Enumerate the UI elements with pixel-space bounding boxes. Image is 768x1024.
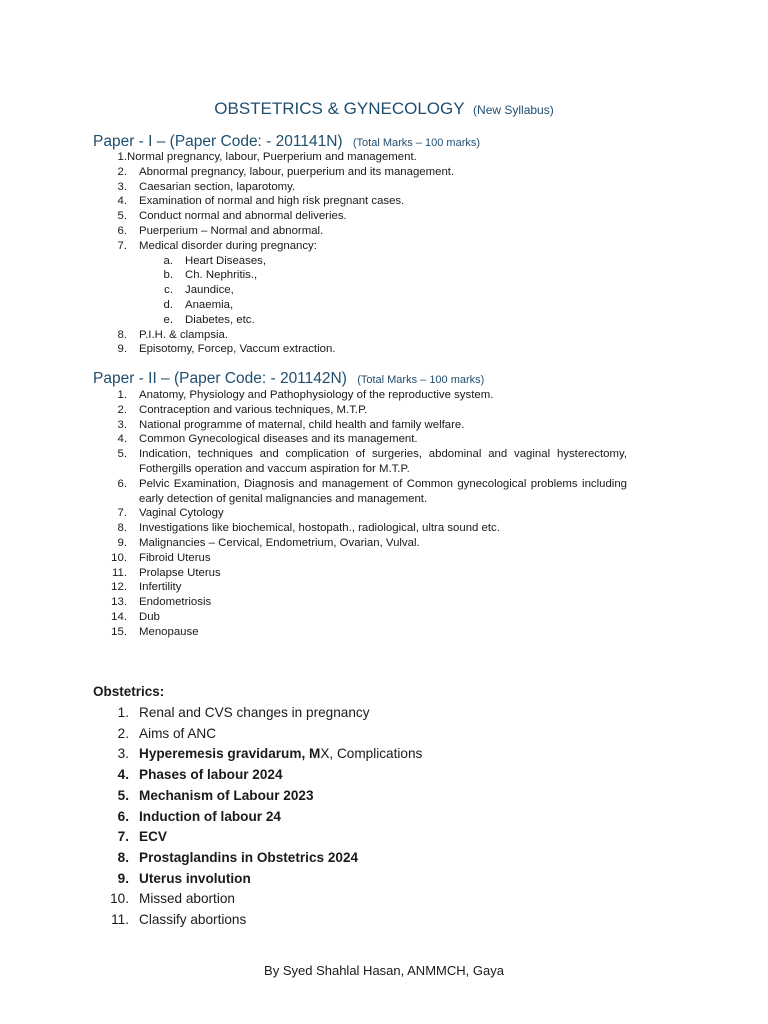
- sublist-item: [93, 298, 627, 313]
- item-text: Fibroid Uterus: [139, 551, 211, 564]
- list-item: [93, 595, 627, 610]
- list-item: [93, 910, 422, 931]
- item-number: 8.: [117, 522, 127, 535]
- paper1-sublist: [93, 254, 627, 328]
- list-item: [93, 807, 422, 828]
- paper1-heading: [93, 133, 480, 151]
- list-item: [93, 432, 627, 447]
- subitem-letter: b.: [163, 269, 173, 282]
- list-item: [93, 328, 627, 343]
- paper2-marks: (Total Marks – 100 marks): [357, 374, 485, 386]
- item-number: 6.: [117, 224, 127, 237]
- item-text: Contraception and various techniques, M.T.P.: [139, 403, 368, 416]
- item-text: Mechanism of Labour 2023: [139, 787, 314, 803]
- item-number: 4.: [117, 195, 127, 208]
- paper2-heading-text: Paper - II – (Paper Code: - 201142N): [93, 370, 347, 387]
- subitem-letter: a.: [163, 254, 173, 267]
- item-number: 5.: [117, 210, 127, 223]
- list-item: [93, 848, 422, 869]
- paper1-marks: (Total Marks – 100 marks): [352, 137, 481, 149]
- footer-credit: By Syed Shahlal Hasan, ANMMCH, Gaya: [264, 963, 504, 978]
- list-item: [93, 388, 627, 403]
- list-item: [93, 744, 422, 765]
- list-item: [93, 827, 422, 848]
- item-text-bold: Hyperemesis gravidarum, M: [139, 746, 321, 762]
- list-item: [93, 418, 627, 433]
- list-item: [93, 551, 627, 566]
- item-number: 9.: [117, 870, 129, 886]
- sublist-container: [93, 254, 627, 328]
- item-number: 4.: [117, 767, 129, 783]
- item-number: 14.: [111, 610, 127, 623]
- list-item: [93, 889, 422, 910]
- item-text: Pelvic Examination, Diagnosis and management of Common gynecological problems including early detection of genital malignancies and management.: [139, 477, 627, 505]
- item-number: 2.: [117, 165, 127, 178]
- paper2-heading: [93, 370, 484, 388]
- item-text: Prostaglandins in Obstetrics 2024: [139, 849, 359, 865]
- item-number: 3.: [117, 418, 127, 431]
- list-item: [93, 224, 627, 239]
- title-main: OBSTETRICS & GYNECOLOGY: [214, 99, 465, 118]
- item-text: Menopause: [139, 625, 199, 638]
- subitem-text: Jaundice,: [185, 284, 234, 297]
- item-number: 10.: [110, 891, 129, 907]
- subitem-text: Anaemia,: [185, 298, 234, 311]
- item-number: 10.: [111, 551, 127, 564]
- list-item: [93, 165, 627, 180]
- sublist-item: [93, 268, 627, 283]
- list-item: [93, 521, 627, 536]
- list-item: [93, 150, 627, 165]
- item-number: 7.: [117, 239, 127, 252]
- item-text: Caesarian section, laparotomy.: [139, 180, 296, 193]
- list-item: [93, 566, 627, 581]
- list-item: [93, 447, 627, 477]
- paper1-list: [93, 150, 627, 357]
- item-text: Classify abortions: [139, 912, 247, 928]
- item-text: Investigations like biochemical, hostopath., radiological, ultra sound etc.: [139, 522, 500, 535]
- item-text: Renal and CVS changes in pregnancy: [139, 705, 370, 720]
- list-item: [93, 194, 627, 209]
- item-number: 8.: [117, 849, 129, 865]
- item-text: Abnormal pregnancy, labour, puerperium and its management.: [139, 165, 455, 178]
- list-item: [93, 610, 627, 625]
- list-item: [93, 239, 627, 254]
- item-number: 15.: [111, 625, 127, 638]
- list-item: [93, 477, 627, 507]
- item-number: 7.: [117, 507, 127, 520]
- item-text: Puerperium – Normal and abnormal.: [139, 224, 324, 237]
- title-sub: (New Syllabus): [473, 103, 554, 117]
- subitem-letter: d.: [163, 298, 173, 311]
- sublist-item: [93, 283, 627, 298]
- list-item: [93, 869, 422, 890]
- item-number: 6.: [117, 808, 129, 824]
- item-number: 1.: [117, 389, 127, 401]
- item-text: National programme of maternal, child health and family welfare.: [139, 418, 465, 431]
- list-item: [93, 703, 422, 724]
- obstetrics-heading: Obstetrics:: [93, 684, 165, 699]
- item-text: Missed abortion: [139, 891, 235, 907]
- list-item: [93, 209, 627, 224]
- item-text: Vaginal Cytology: [139, 507, 224, 520]
- item-number: 1.: [117, 705, 129, 720]
- item-text-mixed: [129, 744, 422, 765]
- item-text: Anatomy, Physiology and Pathophysiology of the reproductive system.: [139, 389, 494, 401]
- sublist-item: [93, 254, 627, 269]
- item-number: 8.: [117, 328, 127, 341]
- list-item: [93, 536, 627, 551]
- list-item: [93, 580, 627, 595]
- list-item: [93, 786, 422, 807]
- item-text: Uterus involution: [139, 870, 251, 886]
- subitem-letter: e.: [163, 313, 173, 326]
- page-title: [0, 99, 768, 119]
- item-text: ECV: [139, 829, 167, 845]
- item-text: Infertility: [139, 581, 182, 594]
- list-item: [93, 724, 422, 745]
- subitem-text: Ch. Nephritis.,: [185, 269, 258, 282]
- item-number: 7.: [117, 829, 129, 845]
- item-number: 11.: [111, 912, 129, 928]
- item-text: Prolapse Uterus: [139, 566, 221, 579]
- list-item: [93, 403, 627, 418]
- item-number: 9.: [117, 343, 127, 356]
- item-text: Dub: [139, 610, 160, 623]
- obstetrics-list: [93, 703, 422, 931]
- item-text: Induction of labour 24: [139, 808, 281, 824]
- list-item: [93, 180, 627, 195]
- item-text: Endometriosis: [139, 596, 212, 609]
- item-number: 3.: [117, 180, 127, 193]
- item-text: P.I.H. & clampsia.: [139, 328, 229, 341]
- item-number: 12.: [111, 581, 127, 594]
- item-number: 2.: [117, 725, 129, 741]
- item-text-regular: X, Complications: [320, 746, 423, 762]
- item-text: Episotomy, Forcep, Vaccum extraction.: [139, 343, 336, 356]
- item-text: Common Gynecological diseases and its management.: [139, 433, 418, 446]
- item-number: 11.: [112, 566, 127, 579]
- item-number: 13.: [111, 596, 127, 609]
- item-text: Aims of ANC: [139, 725, 217, 741]
- item-number: 9.: [117, 536, 127, 549]
- subitem-text: Diabetes, etc.: [185, 313, 255, 326]
- item-text: Indication, techniques and complication of surgeries, abdominal and vaginal hysterectomy, Fothergills operation and vaccum aspiration for M.T.P.: [139, 448, 627, 475]
- item-number: 4.: [117, 433, 127, 446]
- item-number: 5.: [117, 448, 127, 461]
- paper1-heading-text: Paper - I – (Paper Code: - 201141N): [93, 133, 343, 150]
- item-text: Phases of labour 2024: [139, 767, 283, 783]
- item-number: 1.: [117, 151, 127, 163]
- sublist-item: [93, 313, 627, 328]
- paper2-list: [93, 388, 627, 640]
- item-number: 5.: [117, 787, 129, 803]
- item-text: Examination of normal and high risk pregnant cases.: [139, 195, 405, 208]
- item-text: Normal pregnancy, labour, Puerperium and management.: [127, 151, 417, 163]
- item-number: 3.: [117, 746, 129, 762]
- subitem-text: Heart Diseases,: [185, 254, 267, 267]
- list-item: [93, 506, 627, 521]
- list-item: [93, 625, 627, 640]
- subitem-letter: c.: [164, 284, 173, 297]
- item-text: Malignancies – Cervical, Endometrium, Ovarian, Vulval.: [139, 536, 420, 549]
- list-item: [93, 342, 627, 357]
- list-item: [93, 765, 422, 786]
- item-text: Medical disorder during pregnancy:: [139, 239, 317, 252]
- item-number: 2.: [117, 403, 127, 416]
- item-text: Conduct normal and abnormal deliveries.: [139, 210, 347, 223]
- item-number: 6.: [117, 477, 127, 490]
